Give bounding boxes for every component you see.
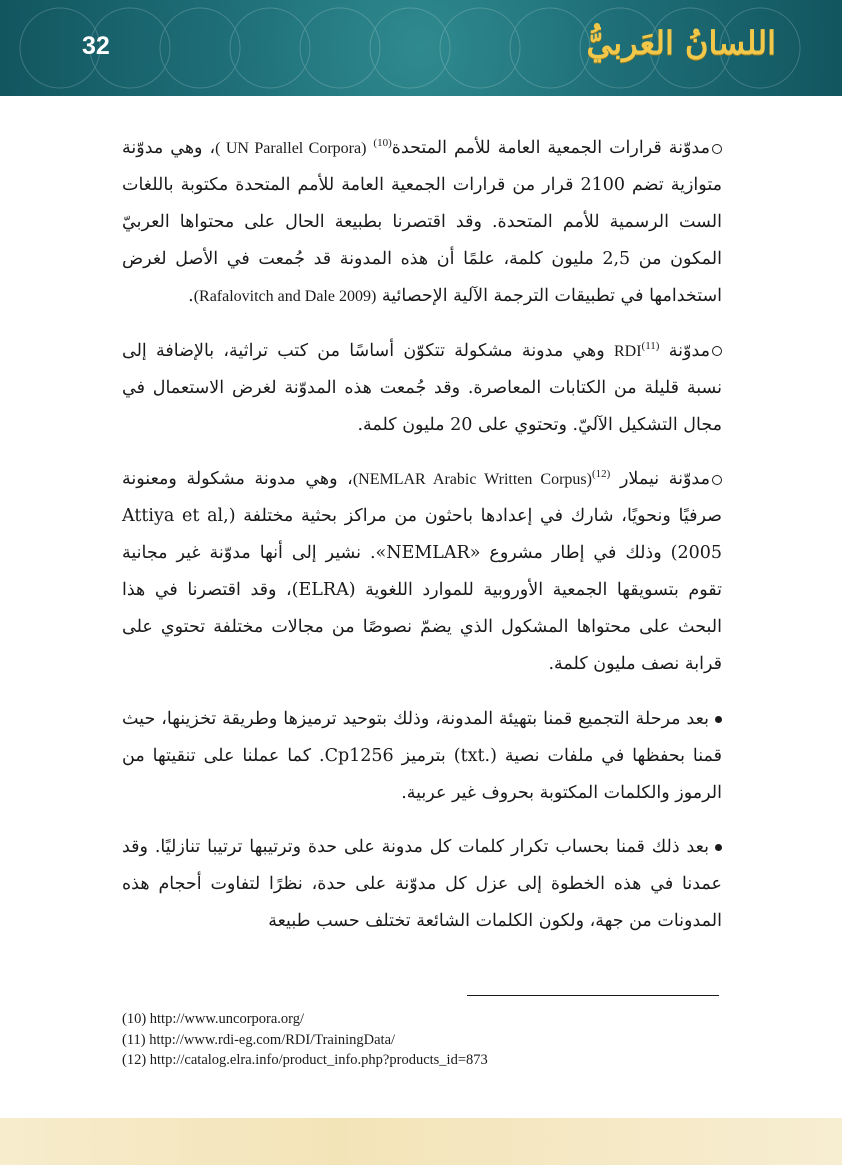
footnote-ref: (10) <box>373 137 392 150</box>
page-number: 32 <box>82 32 110 60</box>
footnote-10: (10) http://www.uncorpora.org/ <box>122 1011 305 1027</box>
circle-bullet-icon <box>712 144 722 154</box>
page-footer-band <box>0 1118 842 1165</box>
footnote-divider <box>467 995 719 996</box>
body-text <box>122 130 722 950</box>
list-item <box>122 130 722 315</box>
latin-term: RDI <box>613 342 642 360</box>
item-text-continued: ، وهي مدوّنة متوازية تضم 2100 قرار من قرارات الجمعية العامة للأمم المتحدة مكتوبة باللغات الست الرسمية للأمم المتحدة. وقد اقتصرنا بطبيعة الحال على محتواها العربيّ المكون من 2,5 مليون كلمة، علمًا أن هذه المدونة قد جُمعت في الأصل لغرض استخدامها في تطبيقات الترجمة الآلية الإحصائية <box>122 138 722 306</box>
footnote-11: (11) http://www.rdi-eg.com/RDI/TrainingData/ <box>122 1031 396 1048</box>
item-text-continued: وهي مدونة مشكولة تتكوّن أساسًا من كتب تراثية، بالإضافة إلى نسبة قليلة من الكتابات المعاصرة. وقد جُمعت هذه المدوّنة لغرض الاستعمال في مجال التشكيل الآليّ. وتحتوي على 20 مليون كلمة. <box>122 340 722 435</box>
list-item <box>122 333 722 444</box>
journal-logo <box>586 24 776 72</box>
item-text: بعد مرحلة التجميع قمنا بتهيئة المدونة، وذلك بتوحيد ترميزها وطريقة تخزينها، حيث قمنا بحفظها في ملفات نصية (.txt) بترميز Cp1256. كما عملنا على تنقيتها من الرموز والكلمات المكتوبة بحروف غير عربية. <box>122 708 723 803</box>
latin-term: (NEMLAR Arabic Written Corpus) <box>352 471 592 488</box>
footnote-ref: (12) <box>592 468 611 481</box>
circle-bullet-icon <box>712 346 722 356</box>
dot-bullet-icon <box>715 716 722 723</box>
list-item <box>122 701 722 812</box>
citation: (Rafalovitch and Dale 2009) <box>193 288 377 305</box>
journal-logo-text: اللسانُ العَربيُّ <box>586 24 776 62</box>
list-item <box>122 829 722 940</box>
footnotes <box>122 1009 722 1071</box>
item-text-continued: ، وهي مدونة مشكولة ومعنونة صرفيًا ونحويًا، شارك في إعدادها باحثون من مراكز بحثية مختلفة (Attiya et al, 2005) وذلك في إطار مشروع «NEMLAR». نشير إلى أنها مدوّنة غير مجانية تقوم بتسويقها الجمعية الأوروبية للموارد اللغوية (ELRA)، وقد اقتصرنا في هذا البحث على محتواها المشكول الذي يضمّ نصوصًا من مجالات مختلفة تحتوي على قرابة نصف مليون كلمة. <box>122 469 723 674</box>
item-text: مدوّنة <box>668 340 710 361</box>
item-text: مدوّنة نيملار <box>619 469 710 489</box>
footnote-ref: (11) <box>641 339 660 352</box>
item-text: بعد ذلك قمنا بحساب تكرار كلمات كل مدونة على حدة وترتيبها ترتيبا تنازليًا. وقد عمدنا في هذه الخطوة إلى عزل كل مدوّنة على حدة، نظرًا لتفاوت أحجام هذه المدونات من جهة، ولكون الكلمات الشائعة تختلف حسب طبيعة <box>122 837 722 931</box>
page-header <box>0 0 842 96</box>
dot-bullet-icon <box>715 844 722 851</box>
item-text: مدوّنة قرارات الجمعية العامة للأمم المتحدة <box>391 138 710 158</box>
latin-term: ( UN Parallel Corpora) <box>215 140 367 157</box>
item-end: . <box>188 286 194 306</box>
list-item <box>122 461 722 683</box>
footnote-12: (12) http://catalog.elra.info/product_info.php?products_id=873 <box>122 1052 488 1068</box>
circle-bullet-icon <box>712 475 722 485</box>
